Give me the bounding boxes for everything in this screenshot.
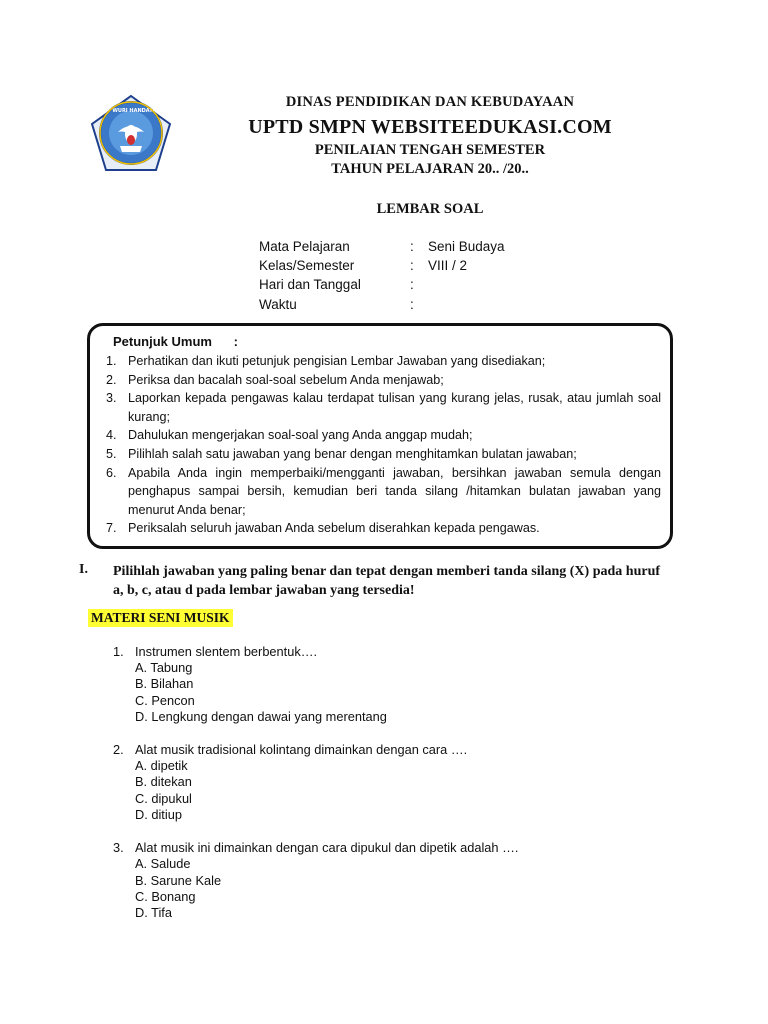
instruction-text: Perhatikan dan ikuti petunjuk pengisian Lembar Jawaban yang disediakan; (128, 354, 546, 368)
instruction-item (104, 426, 661, 445)
sheet-title: LEMBAR SOAL (376, 201, 484, 217)
info-row-date (259, 277, 519, 296)
question-number: 2. (113, 742, 124, 758)
option-list (113, 660, 518, 725)
info-row-class (259, 258, 519, 277)
info-row-time (259, 297, 519, 316)
instructions-title: Petunjuk Umum : (113, 334, 238, 349)
school-title: UPTD SMPN WEBSITEEDUKASI.COM (248, 116, 612, 138)
info-colon: : (410, 296, 414, 312)
option-item: D. Lengkung dengan dawai yang merentang (135, 708, 387, 724)
instruction-num: 6. (106, 465, 117, 480)
info-label: Waktu (259, 296, 297, 312)
info-value: Seni Budaya (428, 239, 505, 254)
instruction-item (104, 464, 661, 520)
instructions-list (104, 352, 661, 538)
option-item: D. ditiup (135, 807, 182, 823)
instruction-num: 7. (106, 521, 117, 536)
exam-info (259, 239, 519, 316)
question-item (113, 643, 518, 725)
info-row-subject (259, 239, 519, 258)
info-colon: : (410, 239, 414, 254)
option-item: C. Pencon (135, 692, 195, 708)
question-number: 1. (113, 644, 124, 659)
instruction-text: Laporkan kepada pengawas kalau terdapat tulisan yang kurang jelas, rusak, atau jumlah soal kurang; (128, 391, 661, 424)
question-text: Alat musik tradisional kolintang dimainkan dengan cara …. (135, 742, 468, 758)
instructions-box (87, 323, 673, 549)
instruction-item (104, 389, 661, 426)
option-item: B. ditekan (135, 774, 192, 790)
option-item: A. Salude (135, 856, 191, 872)
question-item (113, 839, 518, 921)
instruction-item (104, 445, 661, 464)
instruction-item (104, 371, 661, 390)
option-item: A. Tabung (135, 660, 193, 675)
materi-heading: MATERI SENI MUSIK (88, 609, 233, 627)
question-item (113, 741, 518, 823)
instruction-num: 4. (106, 428, 117, 443)
option-item: A. dipetik (135, 758, 188, 774)
info-colon: : (410, 277, 414, 293)
info-label: Mata Pelajaran (259, 239, 350, 254)
question-number: 3. (113, 840, 124, 856)
instruction-item (104, 352, 661, 371)
question-list (113, 643, 518, 938)
option-item: C. Bonang (135, 888, 196, 904)
instruction-text: Pilihlah salah satu jawaban yang benar dengan menghitamkan bulatan jawaban; (128, 446, 577, 461)
info-label: Hari dan Tanggal (259, 277, 361, 293)
question-text: Alat musik ini dimainkan dengan cara dipukul dan dipetik adalah …. (135, 840, 519, 856)
section-number: I. (79, 562, 88, 577)
info-label: Kelas/Semester (259, 258, 355, 274)
instruction-num: 1. (106, 354, 117, 368)
dinas-title: DINAS PENDIDIKAN DAN KEBUDAYAAN (285, 94, 575, 110)
instruction-num: 2. (106, 372, 117, 387)
option-item: B. Bilahan (135, 676, 194, 692)
instruction-num: 3. (106, 391, 117, 406)
option-item: D. Tifa (135, 905, 172, 921)
option-item: B. Sarune Kale (135, 872, 222, 888)
instruction-item (104, 519, 661, 538)
instruction-text: Periksa dan bacalah soal-soal sebelum Anda menjawab; (128, 372, 444, 387)
exam-title: PENILAIAN TENGAH SEMESTER (314, 142, 546, 158)
info-value: VIII / 2 (428, 258, 468, 274)
logo-text: TUT WURI HANDAYANI (99, 108, 163, 114)
instruction-num: 5. (106, 446, 117, 461)
option-list (113, 856, 518, 921)
option-item: C. dipukul (135, 790, 192, 806)
section-instruction: Pilihlah jawaban yang paling benar dan tepat dengan memberi tanda silang (X) pada huruf a, b, c, atau d pada lembar jawaban yang tersedia! (113, 564, 661, 598)
year-title: TAHUN PELAJARAN 20.. /20.. (331, 161, 529, 177)
question-text: Instrumen slentem berbentuk…. (135, 644, 318, 659)
instruction-text: Periksalah seluruh jawaban Anda sebelum diserahkan kepada pengawas. (128, 521, 540, 536)
instruction-text: Apabila Anda ingin memperbaiki/mengganti jawaban, bersihkan jawaban semula dengan penghapus sampai bersih, kemudian beri tanda silang /hitamkan bulatan jawaban yang menurut Anda benar; (128, 465, 661, 517)
option-list (113, 758, 518, 823)
instruction-text: Dahulukan mengerjakan soal-soal yang Anda anggap mudah; (128, 428, 473, 443)
info-colon: : (410, 258, 414, 274)
